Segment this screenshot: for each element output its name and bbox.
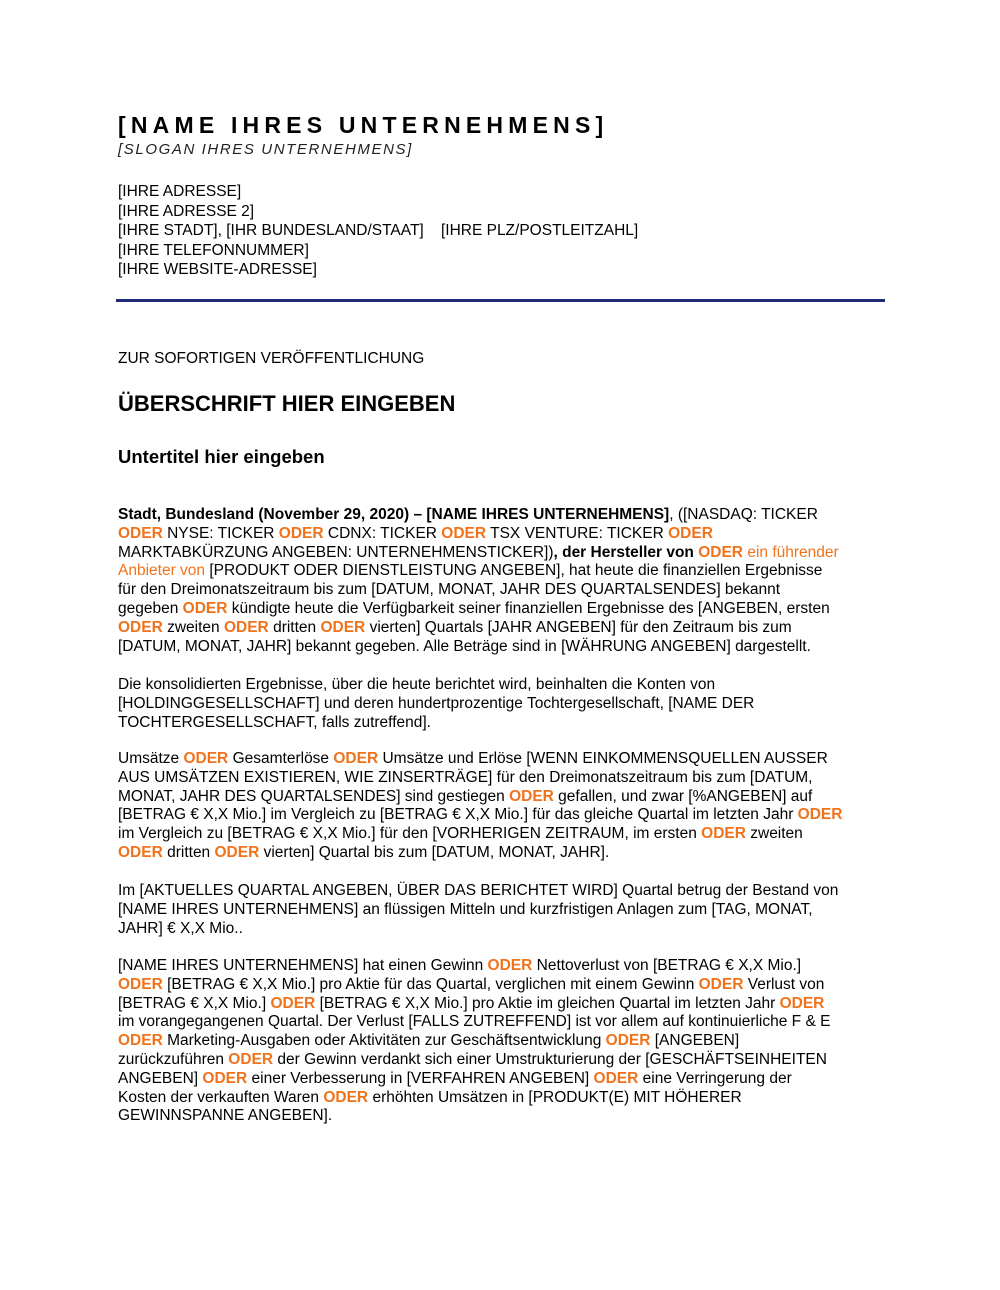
or-marker: ODER bbox=[701, 825, 746, 843]
text-run: gegeben bbox=[118, 599, 183, 617]
or-marker: ODER bbox=[278, 524, 324, 542]
text-line bbox=[118, 581, 888, 600]
text-run: [BETRAG € X,X Mio.] pro Aktie im gleichen Quartal im letzten Jahr bbox=[315, 994, 780, 1012]
or-marker: ODER bbox=[320, 618, 366, 636]
text-line: [HOLDINGGESELLSCHAFT] und deren hundertprozentige Tochtergesellschaft, [NAME DER bbox=[118, 694, 755, 712]
text-run: Umsätze bbox=[118, 750, 184, 767]
release-label: ZUR SOFORTIGEN VERÖFFENTLICHUNG bbox=[118, 350, 425, 367]
text-run: für den Dreimonatszeitraum bis zum [DATUM, MONAT, JAHR DES QUARTALSENDES] bekannt bbox=[118, 581, 781, 599]
text-run: Nettoverlust von [BETRAG € X,X Mio.] bbox=[532, 957, 802, 974]
text-run: , der Hersteller von bbox=[553, 543, 699, 561]
or-marker: ODER bbox=[118, 1032, 163, 1050]
text-line bbox=[118, 788, 888, 807]
or-marker: ODER bbox=[202, 1069, 248, 1087]
or-marker: ODER bbox=[605, 1032, 651, 1050]
text-run: GEWINNSPANNE ANGEBEN]. bbox=[118, 1107, 333, 1125]
subtitle: Untertitel hier eingeben bbox=[118, 446, 325, 467]
headline: ÜBERSCHRIFT HIER EINGEBEN bbox=[118, 391, 456, 416]
text-line bbox=[118, 506, 888, 525]
text-line bbox=[118, 769, 888, 788]
text-run: eine Verringerung der bbox=[638, 1069, 792, 1087]
or-marker: ODER bbox=[223, 618, 269, 636]
text-line bbox=[118, 750, 888, 769]
paragraph-4 bbox=[118, 882, 888, 938]
paragraph-3 bbox=[118, 750, 888, 863]
text-line bbox=[118, 995, 888, 1014]
text-line bbox=[118, 1107, 888, 1126]
text-line: TOCHTERGESELLSCHAFT, falls zutreffend]. bbox=[118, 713, 431, 731]
text-run: MARKTABKÜRZUNG ANGEBEN: UNTERNEHMENSTICKER]) bbox=[118, 543, 554, 561]
text-run: Kosten der verkauften Waren bbox=[118, 1088, 324, 1106]
text-run: , ([NASDAQ: TICKER bbox=[669, 506, 818, 523]
text-run: [BETRAG € X,X Mio.] pro Aktie für das Quartal, verglichen mit einem Gewinn bbox=[162, 975, 699, 993]
text-run: der Gewinn verdankt sich einer Umstrukturierung der [GESCHÄFTSEINHEITEN bbox=[273, 1050, 827, 1068]
paragraph-2 bbox=[118, 676, 888, 732]
dateline: Stadt, Bundesland (November 29, 2020) – [NAME IHRES UNTERNEHMENS] bbox=[118, 506, 670, 523]
text-line bbox=[118, 638, 888, 657]
text-line: [NAME IHRES UNTERNEHMENS] an flüssigen Mitteln und kurzfristigen Anlagen zum [TAG, MONAT, bbox=[118, 900, 813, 918]
or-marker: ODER bbox=[333, 750, 379, 767]
or-marker: ODER bbox=[779, 994, 825, 1012]
text-line bbox=[118, 1070, 888, 1089]
or-marker: ODER bbox=[797, 806, 843, 824]
text-line bbox=[118, 825, 888, 844]
text-run: gefallen, und zwar [%ANGEBEN] auf bbox=[553, 787, 813, 805]
text-line: JAHR] € X,X Mio.. bbox=[118, 919, 243, 937]
alternative-text: Anbieter von bbox=[118, 562, 206, 580]
paragraph-5 bbox=[118, 957, 888, 1126]
text-run: NYSE: TICKER bbox=[162, 524, 279, 542]
text-line bbox=[118, 1032, 888, 1051]
alternative-text: ein führender bbox=[743, 543, 839, 561]
or-marker: ODER bbox=[593, 1069, 639, 1087]
address-line: [IHRE WEBSITE-ADRESSE] bbox=[118, 261, 317, 278]
text-run: TSX VENTURE: TICKER bbox=[486, 524, 669, 542]
text-line bbox=[118, 1013, 888, 1032]
address-line: [IHRE STADT], [IHR BUNDESLAND/STAAT] [IHRE PLZ/POSTLEITZAHL] bbox=[118, 222, 639, 239]
text-run: zurückzuführen bbox=[118, 1050, 229, 1068]
text-line bbox=[118, 600, 888, 619]
or-marker: ODER bbox=[270, 994, 316, 1012]
text-run: erhöhten Umsätzen in [PRODUKT(E) MIT HÖHERER bbox=[368, 1088, 742, 1106]
paragraph-1 bbox=[118, 506, 888, 656]
text-line: Die konsolidierten Ergebnisse, über die heute berichtet wird, beinhalten die Konten von bbox=[118, 676, 716, 693]
text-run: ANGEBEN] bbox=[118, 1069, 203, 1087]
or-marker: ODER bbox=[668, 524, 713, 542]
text-line bbox=[118, 976, 888, 995]
text-line bbox=[118, 619, 888, 638]
text-run: CDNX: TICKER bbox=[323, 524, 442, 542]
text-run: dritten bbox=[268, 618, 321, 636]
text-run: [PRODUKT ODER DIENSTLEISTUNG ANGEBEN], hat heute die finanziellen Ergebnisse bbox=[205, 562, 823, 580]
text-line bbox=[118, 844, 888, 863]
address-line: [IHRE ADRESSE 2] bbox=[118, 202, 255, 220]
text-line bbox=[118, 1089, 888, 1108]
text-line bbox=[118, 1051, 888, 1070]
or-marker: ODER bbox=[228, 1050, 274, 1068]
text-run: einer Verbesserung in [VERFAHREN ANGEBEN] bbox=[247, 1069, 594, 1087]
text-run: Umsätze und Erlöse [WENN EINKOMMENSQUELLEN AUSSER bbox=[378, 750, 828, 767]
text-line bbox=[118, 806, 888, 825]
text-run: zweiten bbox=[745, 825, 803, 843]
text-run: im vorangegangenen Quartal. Der Verlust [FALLS ZUTREFFEND] ist vor allem auf kontinuierliche F & E bbox=[118, 1013, 831, 1031]
company-slogan: [SLOGAN IHRES UNTERNEHMENS] bbox=[118, 141, 413, 158]
or-marker: ODER bbox=[698, 975, 744, 993]
text-line bbox=[118, 544, 888, 563]
text-run: AUS UMSÄTZEN EXISTIEREN, WIE ZINSERTRÄGE] für den Dreimonatszeitraum bis zum [DATUM, bbox=[118, 768, 813, 786]
address-line: [IHRE TELEFONNUMMER] bbox=[118, 241, 309, 259]
text-run: vierten] Quartals [JAHR ANGEBEN] für den Zeitraum bis zum bbox=[365, 618, 792, 636]
text-run: [ANGEBEN] bbox=[650, 1032, 740, 1050]
or-marker: ODER bbox=[698, 543, 744, 561]
text-run: vierten] Quartal bis zum [DATUM, MONAT, JAHR]. bbox=[259, 843, 610, 861]
or-marker: ODER bbox=[183, 750, 229, 767]
text-run: [DATUM, MONAT, JAHR] bekannt gegeben. Alle Beträge sind in [WÄHRUNG ANGEBEN] dargestellt. bbox=[118, 637, 811, 655]
header-divider bbox=[116, 299, 885, 302]
text-run: dritten bbox=[162, 843, 215, 861]
text-run: Verlust von bbox=[743, 975, 825, 993]
or-marker: ODER bbox=[441, 524, 487, 542]
text-run: MONAT, JAHR DES QUARTALSENDES] sind gestiegen bbox=[118, 787, 510, 805]
text-run: Gesamterlöse bbox=[228, 750, 334, 767]
or-marker: ODER bbox=[182, 599, 228, 617]
or-marker: ODER bbox=[214, 843, 260, 861]
text-line bbox=[118, 525, 888, 544]
or-marker: ODER bbox=[118, 524, 163, 542]
text-run: im Vergleich zu [BETRAG € X,X Mio.] für den [VORHERIGEN ZEITRAUM, im ersten bbox=[118, 825, 702, 843]
text-run: [BETRAG € X,X Mio.] im Vergleich zu [BETRAG € X,X Mio.] für das gleiche Quartal im letzten Jahr bbox=[118, 806, 798, 824]
or-marker: ODER bbox=[118, 843, 163, 861]
or-marker: ODER bbox=[118, 618, 163, 636]
address-line: [IHRE ADRESSE] bbox=[118, 183, 242, 200]
text-line: Im [AKTUELLES QUARTAL ANGEBEN, ÜBER DAS BERICHTET WIRD] Quartal betrug der Bestand von bbox=[118, 882, 839, 899]
text-run: [NAME IHRES UNTERNEHMENS] hat einen Gewinn bbox=[118, 957, 488, 974]
company-name: [NAME IHRES UNTERNEHMENS] bbox=[118, 112, 609, 138]
text-run: [BETRAG € X,X Mio.] bbox=[118, 994, 271, 1012]
or-marker: ODER bbox=[118, 975, 163, 993]
or-marker: ODER bbox=[487, 957, 533, 974]
address-block bbox=[118, 182, 638, 280]
text-line bbox=[118, 562, 888, 581]
text-run: Marketing-Ausgaben oder Aktivitäten zur Geschäftsentwicklung bbox=[162, 1032, 606, 1050]
or-marker: ODER bbox=[509, 787, 554, 805]
or-marker: ODER bbox=[323, 1088, 369, 1106]
text-run: kündigte heute die Verfügbarkeit seiner finanziellen Ergebnisse des [ANGEBEN, ersten bbox=[227, 599, 830, 617]
text-line bbox=[118, 957, 888, 976]
text-run: zweiten bbox=[162, 618, 224, 636]
